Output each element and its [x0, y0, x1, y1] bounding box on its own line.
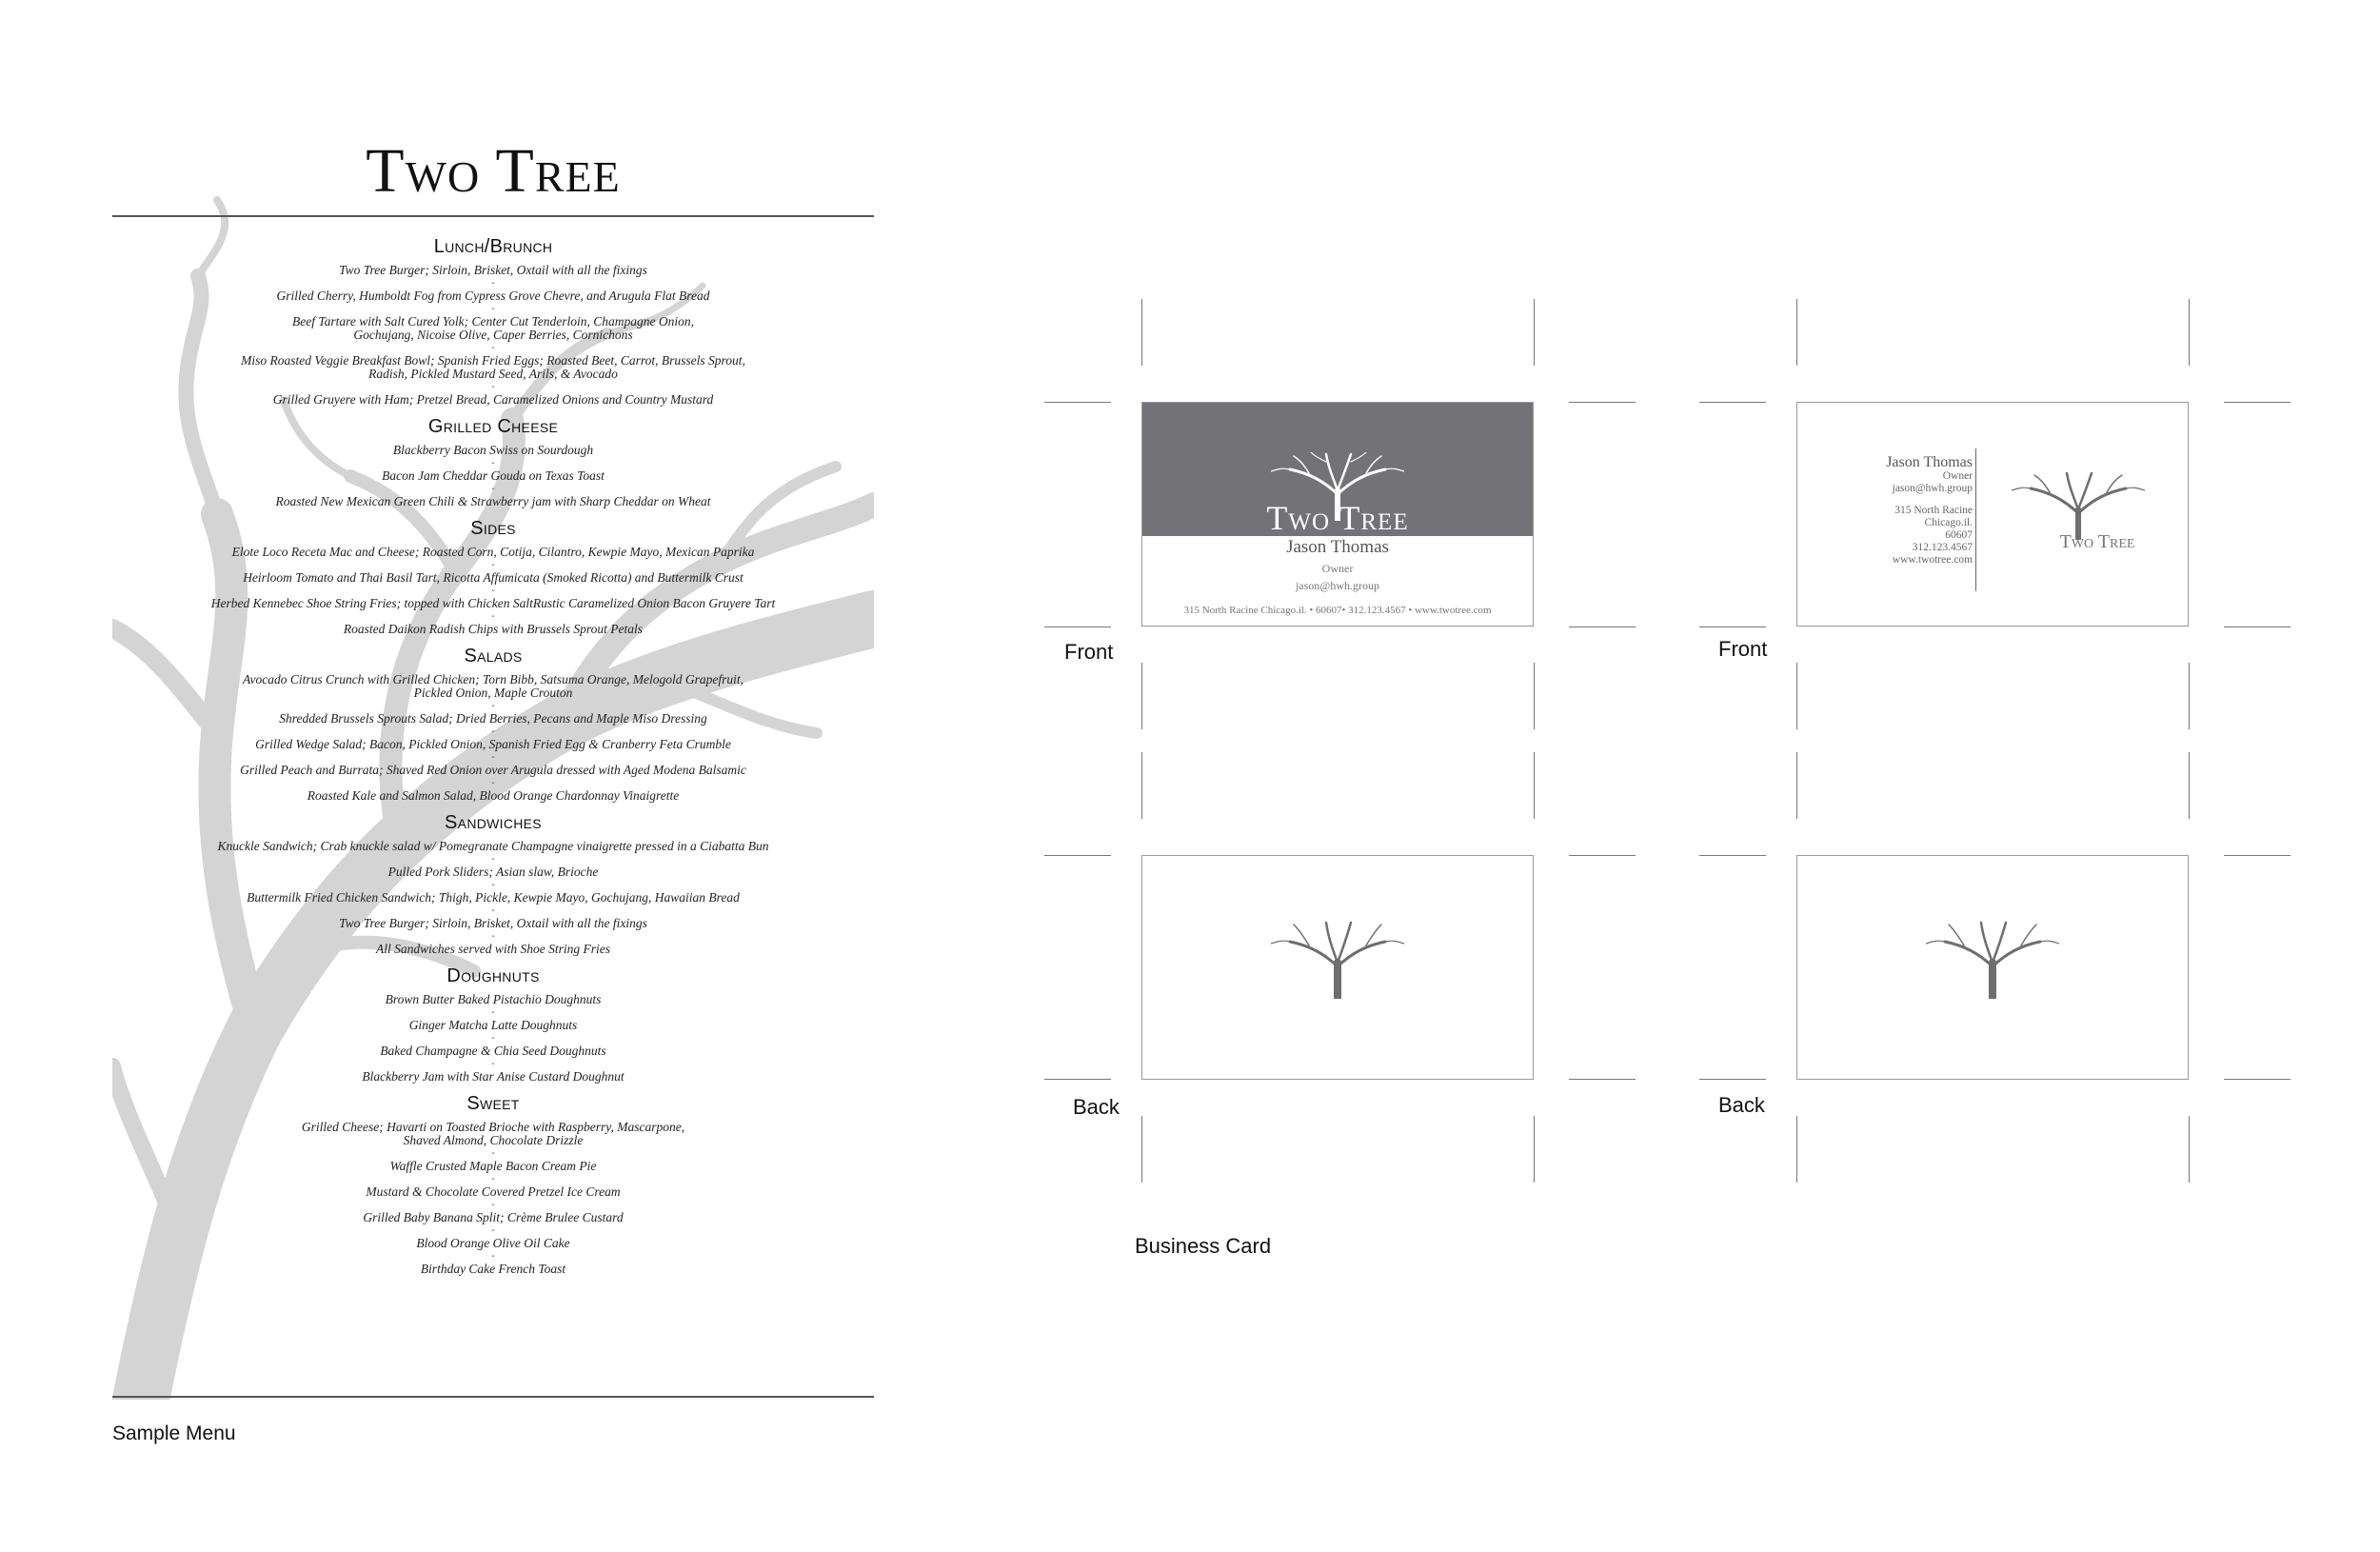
menu-item: Heirloom Tomato and Thai Basil Tart, Ricotta Affumicata (Smoked Ricotta) and Buttermilk Crust	[243, 570, 744, 585]
menu-top-rule	[112, 215, 874, 217]
menu-item: Blackberry Jam with Star Anise Custard Doughnut	[362, 1069, 625, 1084]
menu-item: Birthday Cake French Toast	[420, 1262, 566, 1276]
crop-mark	[2189, 663, 2190, 729]
menu-item-separator: -	[491, 931, 495, 942]
card-name: Jason Thomas	[1886, 454, 1973, 470]
menu-item: Roasted Daikon Radish Chips with Brussels Sprout Petals	[343, 622, 644, 636]
menu-section-title: Salads	[464, 646, 523, 667]
menu-item: Grilled Cheese; Havarti on Toasted Brioche with Raspberry, Mascarpone, Shaved Almond, Chocolate Drizzle	[301, 1120, 685, 1147]
crop-mark	[1699, 855, 1766, 856]
card-email: jason@hwh.group	[1892, 483, 1973, 494]
menu-item: Roasted New Mexican Green Chili & Strawberry jam with Sharp Cheddar on Wheat	[275, 494, 711, 508]
menu-section-title: Sides	[470, 518, 516, 539]
card-city: Chicago.il.	[1924, 517, 1973, 528]
business-card-back-1	[1141, 855, 1534, 1080]
menu-item: Grilled Baby Banana Split; Crème Brulee Custard	[363, 1210, 624, 1224]
back-label: Back	[1718, 1093, 1765, 1117]
crop-mark	[1141, 752, 1142, 819]
card-logo-text: Two Tree	[2059, 531, 2135, 552]
menu-item-separator: -	[491, 1174, 495, 1184]
menu-item-separator: -	[491, 484, 495, 494]
crop-mark	[1044, 855, 1111, 856]
business-card-caption: Business Card	[1135, 1234, 1272, 1258]
crop-mark	[1141, 299, 1142, 366]
crop-mark	[2189, 299, 2190, 366]
menu-item: Roasted Kale and Salmon Salad, Blood Orange Chardonnay Vinaigrette	[307, 788, 680, 803]
crop-mark	[2224, 1079, 2291, 1080]
menu-item: Two Tree Burger; Sirloin, Brisket, Oxtail with all the fixings	[339, 916, 647, 930]
menu-item-separator: -	[491, 1251, 495, 1262]
menu-item-separator: -	[491, 560, 495, 570]
crop-mark	[2189, 752, 2190, 819]
menu-item-separator: -	[491, 1148, 495, 1159]
menu-item: Waffle Crusted Maple Bacon Cream Pie	[389, 1159, 597, 1173]
crop-mark	[2189, 1116, 2190, 1183]
business-card-front-1	[1141, 402, 1534, 627]
menu-item: Herbed Kennebec Shoe String Fries; topped with Chicken SaltRustic Caramelized Onion Bacon Gruyere Tart	[210, 596, 776, 610]
crop-mark	[1141, 663, 1142, 729]
menu-section	[112, 236, 874, 407]
card-role: Owner	[1321, 562, 1354, 575]
menu-item: Ginger Matcha Latte Doughnuts	[408, 1018, 578, 1032]
business-card-front-2	[1796, 402, 2189, 627]
card-role: Owner	[1942, 470, 1973, 482]
menu-item: Mustard & Chocolate Covered Pretzel Ice Cream	[366, 1184, 621, 1199]
menu-item: Beef Tartare with Salt Cured Yolk; Center Cut Tenderloin, Champagne Onion, Gochujang, Nicoise Olive, Caper Berries, Cornichons	[291, 314, 694, 342]
menu-bottom-rule	[112, 1396, 874, 1398]
menu-item: Grilled Peach and Burrata; Shaved Red Onion over Arugula dressed with Aged Modena Balsamic	[240, 763, 746, 777]
crop-mark	[1534, 663, 1535, 729]
menu-item-separator: -	[491, 458, 495, 468]
menu-section-title: Lunch/Brunch	[433, 236, 553, 257]
crop-mark	[1699, 1079, 1766, 1080]
card-phone: 312.123.4567	[1912, 542, 1973, 553]
menu-item: Two Tree Burger; Sirloin, Brisket, Oxtail with all the fixings	[339, 263, 647, 277]
crop-mark	[1699, 402, 1766, 403]
crop-mark	[1534, 1116, 1535, 1183]
tree-logo-icon	[1926, 917, 2059, 999]
menu-item-separator: -	[491, 304, 495, 314]
business-card-back-2	[1796, 855, 2189, 1080]
menu-section	[112, 965, 874, 1084]
crop-mark	[1569, 402, 1636, 403]
card-contact-block	[1830, 454, 1973, 567]
crop-mark	[1796, 663, 1797, 729]
card-address: 315 North Racine Chicago.il. • 60607• 312.123.4567 • www.twotree.com	[1183, 605, 1492, 616]
menu-section	[112, 416, 874, 508]
menu-item-separator: -	[491, 778, 495, 788]
card-email: jason@hwh.group	[1295, 579, 1380, 592]
menu-item: Avocado Citrus Crunch with Grilled Chicken; Torn Bibb, Satsuma Orange, Melogold Grapefruit, Pickled Onion, Maple Crouton	[243, 672, 744, 700]
menu-item: Grilled Cherry, Humboldt Fog from Cypress Grove Chevre, and Arugula Flat Bread	[276, 289, 710, 303]
card-zip: 60607	[1945, 529, 1973, 541]
menu-item-separator: -	[491, 1059, 495, 1069]
front-label: Front	[1718, 637, 1768, 661]
menu-item: Buttermilk Fried Chicken Sandwich; Thigh, Pickle, Kewpie Mayo, Gochujang, Hawaiian Bread	[247, 890, 740, 905]
menu-item: Elote Loco Receta Mac and Cheese; Roasted Corn, Cotija, Cilantro, Kewpie Mayo, Mexican Paprika	[231, 545, 755, 559]
menu-item: Blackberry Bacon Swiss on Sourdough	[392, 443, 594, 457]
menu-section	[112, 518, 874, 636]
crop-mark	[1534, 752, 1535, 819]
menu-item: Pulled Pork Sliders; Asian slaw, Brioche	[387, 865, 599, 879]
menu-item-separator: -	[491, 611, 495, 622]
menu-item-separator: -	[491, 1033, 495, 1044]
menu-section-title: Sandwiches	[445, 812, 542, 833]
crop-mark	[2224, 402, 2291, 403]
card-logo-text: Two Tree	[1266, 499, 1409, 537]
crop-mark	[1796, 299, 1797, 366]
tree-logo-icon	[2012, 471, 2145, 540]
sample-menu	[112, 114, 874, 1400]
menu-item: All Sandwiches served with Shoe String Fries	[376, 942, 610, 956]
menu-section-title: Grilled Cheese	[427, 416, 559, 437]
card-website: www.twotree.com	[1892, 554, 1973, 566]
menu-item-separator: -	[491, 278, 495, 289]
crop-mark	[1044, 402, 1111, 403]
menu-item: Grilled Wedge Salad; Bacon, Pickled Onion, Spanish Fried Egg & Cranberry Feta Crumble	[255, 737, 731, 751]
crop-mark	[1569, 855, 1636, 856]
menu-item: Bacon Jam Cheddar Gouda on Texas Toast	[382, 468, 605, 483]
crop-mark	[1569, 1079, 1636, 1080]
menu-item: Baked Champagne & Chia Seed Doughnuts	[380, 1044, 606, 1058]
menu-item: Grilled Gruyere with Ham; Pretzel Bread, Caramelized Onions and Country Mustard	[272, 392, 714, 407]
crop-mark	[1796, 1116, 1797, 1183]
menu-item: Shredded Brussels Sprouts Salad; Dried Berries, Pecans and Maple Miso Dressing	[279, 711, 707, 726]
menu-item-separator: -	[491, 1200, 495, 1210]
menu-sections	[112, 236, 874, 1285]
menu-item-separator: -	[491, 854, 495, 865]
crop-mark	[1534, 299, 1535, 366]
menu-item-separator: -	[491, 343, 495, 353]
menu-item: Blood Orange Olive Oil Cake	[416, 1236, 570, 1250]
menu-item-separator: -	[491, 726, 495, 737]
menu-item-separator: -	[491, 752, 495, 763]
menu-item-separator: -	[491, 1007, 495, 1018]
crop-mark	[1141, 1116, 1142, 1183]
menu-item: Knuckle Sandwich; Crab knuckle salad w/ Pomegranate Champagne vinaigrette pressed in a Ciabatta Bun	[217, 839, 769, 853]
card-divider	[1975, 448, 1976, 591]
menu-section-title: Sweet	[466, 1093, 520, 1114]
tree-logo-icon	[1271, 917, 1404, 999]
menu-section	[112, 812, 874, 956]
menu-section	[112, 646, 874, 803]
menu-item-separator: -	[491, 586, 495, 596]
card-name: Jason Thomas	[1286, 537, 1389, 557]
menu-caption: Sample Menu	[112, 1423, 236, 1444]
menu-title: Two Tree	[366, 136, 621, 206]
crop-mark	[1796, 752, 1797, 819]
card-street: 315 North Racine	[1894, 505, 1973, 516]
menu-item: Brown Butter Baked Pistachio Doughnuts	[385, 992, 602, 1006]
back-label: Back	[1073, 1095, 1120, 1119]
menu-section	[112, 1093, 874, 1276]
front-label: Front	[1064, 640, 1114, 664]
crop-mark	[1044, 1079, 1111, 1080]
menu-item-separator: -	[491, 701, 495, 711]
menu-item-separator: -	[491, 382, 495, 392]
menu-item-separator: -	[491, 905, 495, 916]
menu-section-title: Doughnuts	[446, 965, 540, 986]
crop-mark	[2224, 855, 2291, 856]
menu-item: Miso Roasted Veggie Breakfast Bowl; Spanish Fried Eggs; Roasted Beet, Carrot, Brussels Sprout, Radish, Pickled Mustard Seed, Arils, & Avocado	[241, 353, 745, 381]
menu-item-separator: -	[491, 880, 495, 890]
menu-item-separator: -	[491, 1225, 495, 1236]
